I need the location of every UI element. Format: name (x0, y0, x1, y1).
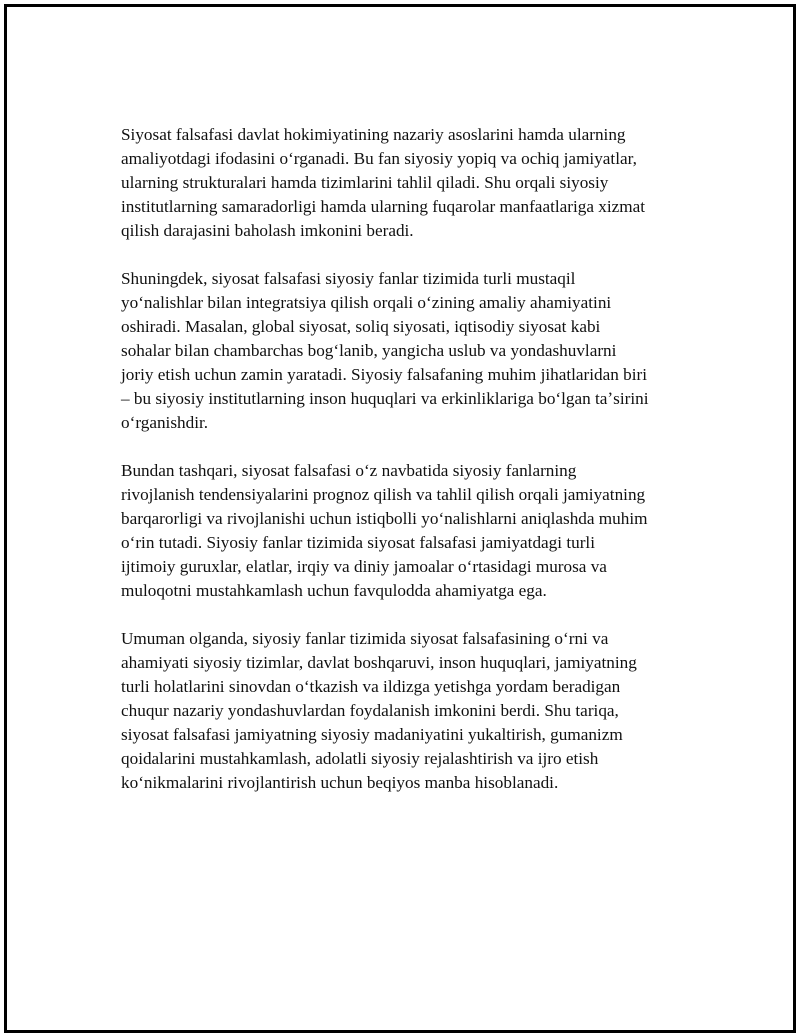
text-line: sohalar bilan chambarchas bogʻlanib, yangicha uslub va yondashuvlarni (121, 341, 617, 360)
text-line: koʻnikmalarini rivojlantirish uchun beqiyos manba hisoblanadi. (121, 773, 559, 792)
text-line: oʻrganishdir. (121, 413, 209, 432)
text-line: chuqur nazariy yondashuvlardan foydalanish imkonini berdi. Shu tariqa, (121, 701, 619, 720)
paragraph-1 (121, 123, 699, 243)
paragraph-3 (121, 459, 699, 603)
text-line: siyosat falsafasi jamiyatning siyosiy madaniyatini yukaltirish, gumanizm (121, 725, 623, 744)
text-line: qoidalarini mustahkamlash, adolatli siyosiy rejalashtirish va ijro etish (121, 749, 599, 768)
text-line: institutlarning samaradorligi hamda ularning fuqarolar manfaatlariga xizmat (121, 197, 646, 216)
text-line: ijtimoiy guruxlar, elatlar, irqiy va diniy jamoalar oʻrtasidagi murosa va (121, 557, 607, 576)
text-line: ahamiyati siyosiy tizimlar, davlat boshqaruvi, inson huquqlari, jamiyatning (121, 653, 637, 672)
text-line: rivojlanish tendensiyalarini prognoz qilish va tahlil qilish orqali jamiyatning (121, 485, 646, 504)
text-line: ularning strukturalari hamda tizimlarini tahlil qiladi. Shu orqali siyosiy (121, 173, 609, 192)
text-line: Siyosat falsafasi davlat hokimiyatining nazariy asoslarini hamda ularning (121, 125, 626, 144)
text-line: barqarorligi va rivojlanishi uchun istiqbolli yoʻnalishlarni aniqlashda muhim (121, 509, 648, 528)
text-line: – bu siyosiy institutlarning inson huquqlari va erkinliklariga boʻlgan taʼsirini (121, 389, 649, 408)
text-line: joriy etish uchun zamin yaratadi. Siyosiy falsafaning muhim jihatlaridan biri (121, 365, 648, 384)
text-line: amaliyotdagi ifodasini oʻrganadi. Bu fan siyosiy yopiq va ochiq jamiyatlar, (121, 149, 637, 168)
paragraph-4 (121, 627, 699, 795)
text-line: Shuningdek, siyosat falsafasi siyosiy fanlar tizimida turli mustaqil (121, 269, 576, 288)
text-line: turli holatlarini sinovdan oʻtkazish va ildizga yetishga yordam beradigan (121, 677, 621, 696)
text-line: Bundan tashqari, siyosat falsafasi oʻz navbatida siyosiy fanlarning (121, 461, 577, 480)
text-line: oshiradi. Masalan, global siyosat, soliq siyosati, iqtisodiy siyosat kabi (121, 317, 601, 336)
document-page (4, 4, 796, 1033)
text-line: Umuman olganda, siyosiy fanlar tizimida siyosat falsafasining oʻrni va (121, 629, 609, 648)
text-line: yoʻnalishlar bilan integratsiya qilish orqali oʻzining amaliy ahamiyatini (121, 293, 612, 312)
document-body (121, 123, 699, 819)
paragraph-2 (121, 267, 699, 435)
text-line: oʻrin tutadi. Siyosiy fanlar tizimida siyosat falsafasi jamiyatdagi turli (121, 533, 595, 552)
text-line: qilish darajasini baholash imkonini beradi. (121, 221, 414, 240)
text-line: muloqotni mustahkamlash uchun favqulodda ahamiyatga ega. (121, 581, 547, 600)
